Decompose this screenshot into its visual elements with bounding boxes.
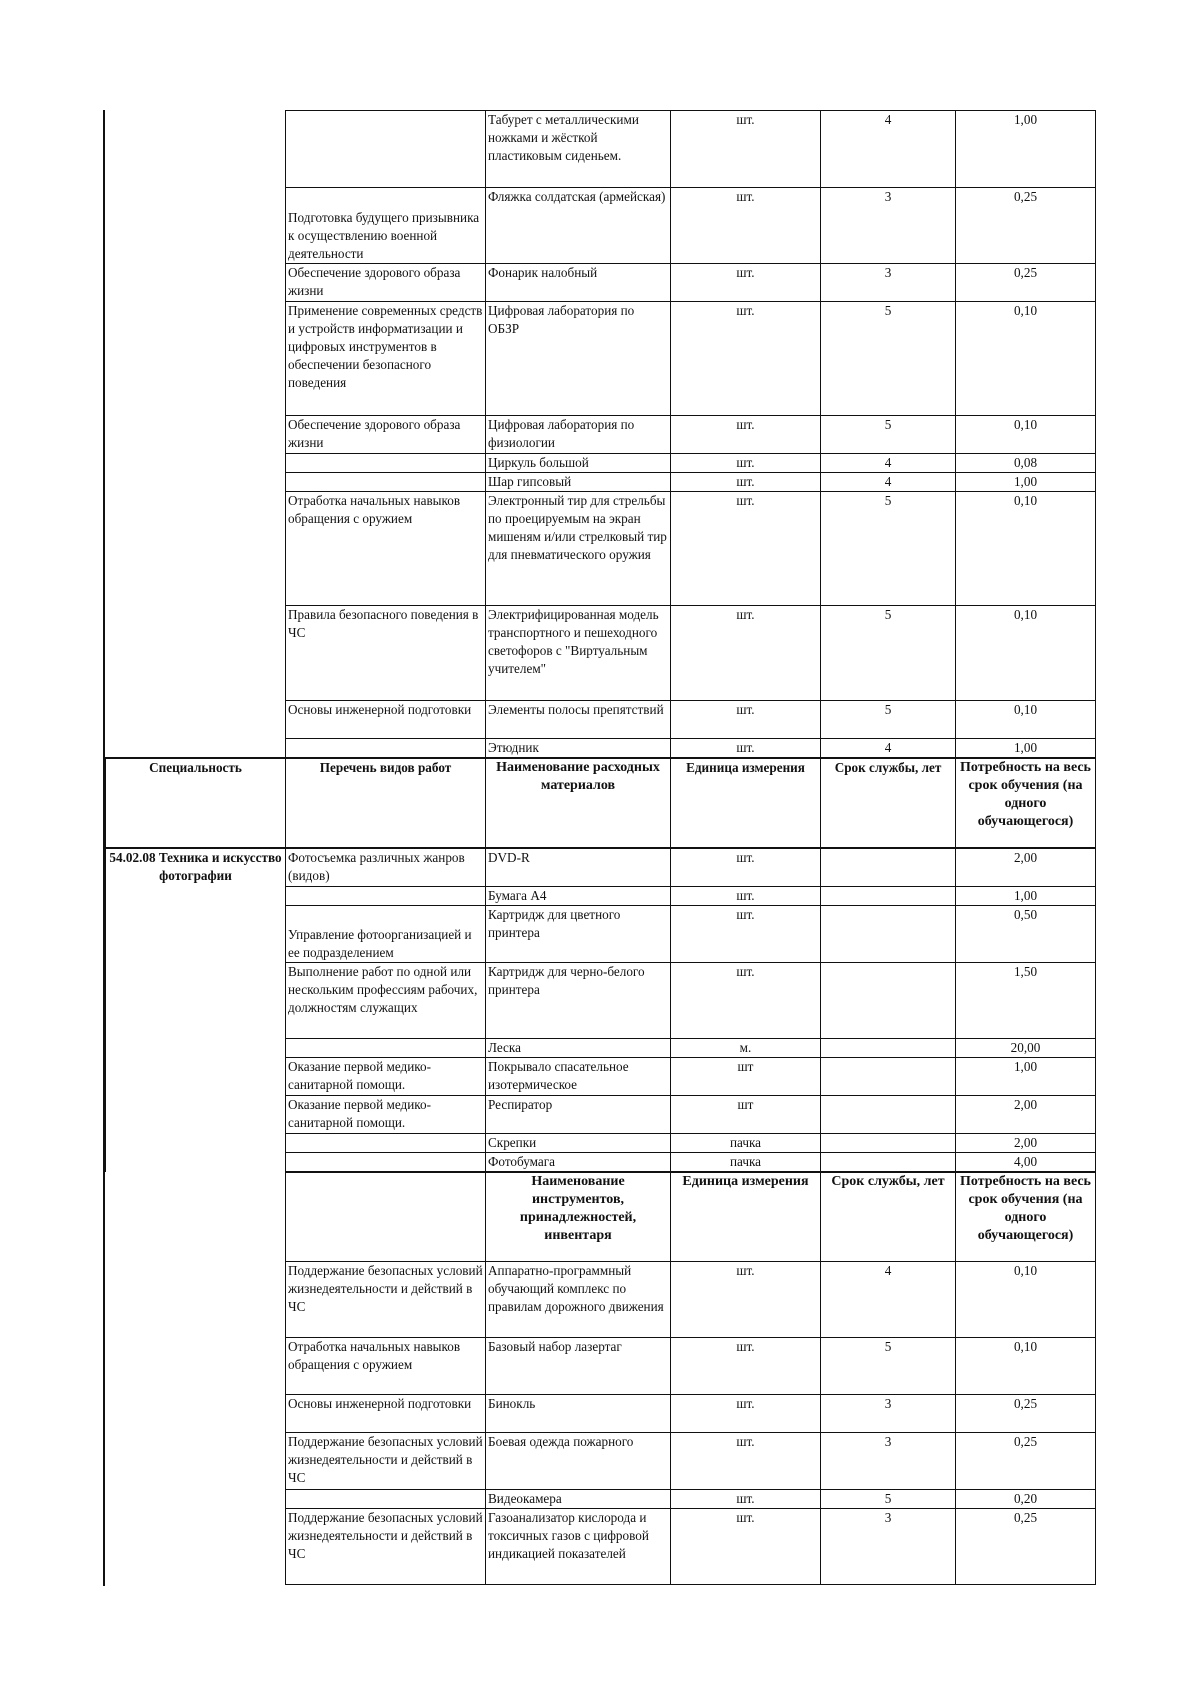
- need-cell: 0,10: [956, 1262, 1096, 1338]
- item-cell: Цифровая лаборатория по физиологии: [486, 416, 671, 454]
- need-cell: 0,20: [956, 1490, 1096, 1509]
- work-cell: [286, 454, 486, 473]
- need-cell: 1,00: [956, 473, 1096, 492]
- item-cell: Табурет с металлическими ножками и жёсткой пластиковым сиденьем.: [486, 111, 671, 188]
- specialty-cell: [106, 111, 286, 188]
- item-cell: Фотобумага: [486, 1152, 671, 1172]
- need-cell: 0,10: [956, 606, 1096, 701]
- unit-cell: шт.: [671, 1433, 821, 1490]
- work-cell: Поддержание безопасных условий жизнедеятельности и действий в ЧС: [286, 1262, 486, 1338]
- item-cell: Скрепки: [486, 1133, 671, 1152]
- life-cell: 4: [821, 454, 956, 473]
- item-cell: Фляжка солдатская (армейская): [486, 188, 671, 264]
- table-row: [106, 1262, 1096, 1338]
- need-cell: 0,08: [956, 454, 1096, 473]
- table-row: [106, 111, 1096, 188]
- work-cell: Применение современных средств и устройств информатизации и цифровых инструментов в обеспечении безопасного поведения: [286, 302, 486, 416]
- need-cell: 2,00: [956, 848, 1096, 886]
- life-cell: 4: [821, 473, 956, 492]
- work-cell: Выполнение работ по одной или нескольким профессиям рабочих, должностям служащих: [286, 962, 486, 1038]
- unit-cell: шт.: [671, 264, 821, 302]
- work-cell: Основы инженерной подготовки: [286, 701, 486, 739]
- unit-cell: шт.: [671, 188, 821, 264]
- work-cell: [286, 111, 486, 188]
- life-cell: [821, 1057, 956, 1095]
- unit-cell: шт: [671, 1057, 821, 1095]
- work-cell: Поддержание безопасных условий жизнедеятельности и действий в ЧС: [286, 1509, 486, 1585]
- table-row: [106, 1490, 1096, 1509]
- need-cell: 0,10: [956, 1338, 1096, 1395]
- life-cell: [821, 1133, 956, 1152]
- header-tools-life: Срок службы, лет: [821, 1172, 956, 1262]
- unit-cell: шт: [671, 1095, 821, 1133]
- need-cell: 2,00: [956, 1095, 1096, 1133]
- unit-cell: пачка: [671, 1152, 821, 1172]
- item-cell: Базовый набор лазертаг: [486, 1338, 671, 1395]
- work-cell: Обеспечение здорового образа жизни: [286, 264, 486, 302]
- unit-cell: шт.: [671, 606, 821, 701]
- work-cell: [286, 739, 486, 759]
- unit-cell: шт.: [671, 1338, 821, 1395]
- unit-cell: шт.: [671, 701, 821, 739]
- work-cell: [286, 1152, 486, 1172]
- need-cell: 0,10: [956, 302, 1096, 416]
- header-tools-unit: Единица измерения: [671, 1172, 821, 1262]
- table-row: [106, 302, 1096, 416]
- unit-cell: шт.: [671, 454, 821, 473]
- life-cell: [821, 1152, 956, 1172]
- table-row: [106, 416, 1096, 454]
- item-cell: Боевая одежда пожарного: [486, 1433, 671, 1490]
- unit-cell: пачка: [671, 1133, 821, 1152]
- item-cell: Элементы полосы препятствий: [486, 701, 671, 739]
- item-cell: Бинокль: [486, 1395, 671, 1433]
- work-cell: Обеспечение здорового образа жизни: [286, 416, 486, 454]
- unit-cell: шт.: [671, 886, 821, 905]
- table-row: [106, 188, 1096, 264]
- work-cell: [286, 473, 486, 492]
- table-row: [106, 606, 1096, 701]
- header-work: Перечень видов работ: [286, 758, 486, 848]
- life-cell: 5: [821, 302, 956, 416]
- life-cell: [821, 886, 956, 905]
- work-cell: [286, 1172, 486, 1262]
- unit-cell: шт.: [671, 1262, 821, 1338]
- life-cell: 5: [821, 701, 956, 739]
- need-cell: 1,00: [956, 739, 1096, 759]
- table-row: [106, 701, 1096, 739]
- life-cell: [821, 962, 956, 1038]
- item-cell: Картридж для черно-белого принтера: [486, 962, 671, 1038]
- table-header-row: [106, 758, 1096, 848]
- table-row: [106, 1338, 1096, 1395]
- life-cell: [821, 1038, 956, 1057]
- life-cell: 3: [821, 264, 956, 302]
- work-cell: [286, 886, 486, 905]
- work-cell: Поддержание безопасных условий жизнедеятельности и действий в ЧС: [286, 1433, 486, 1490]
- item-cell: Видеокамера: [486, 1490, 671, 1509]
- need-cell: 1,00: [956, 111, 1096, 188]
- unit-cell: м.: [671, 1038, 821, 1057]
- header-unit: Единица измерения: [671, 758, 821, 848]
- table-row: [106, 492, 1096, 606]
- unit-cell: шт.: [671, 905, 821, 962]
- life-cell: 5: [821, 1490, 956, 1509]
- life-cell: 4: [821, 111, 956, 188]
- header-item: Наименование расходных материалов: [486, 758, 671, 848]
- life-cell: 3: [821, 1433, 956, 1490]
- table-row: [106, 1433, 1096, 1490]
- specialty-name: 54.02.08 Техника и искусство фотографии: [106, 848, 286, 1172]
- header-specialty: Специальность: [106, 758, 286, 848]
- life-cell: [821, 848, 956, 886]
- unit-cell: шт.: [671, 1509, 821, 1585]
- item-cell: Аппаратно-программный обучающий комплекс по правилам дорожного движения: [486, 1262, 671, 1338]
- table-row: [106, 739, 1096, 759]
- work-cell: [286, 1133, 486, 1152]
- item-cell: Фонарик налобный: [486, 264, 671, 302]
- table-row: [106, 264, 1096, 302]
- need-cell: 4,00: [956, 1152, 1096, 1172]
- need-cell: 1,00: [956, 886, 1096, 905]
- life-cell: 5: [821, 492, 956, 606]
- header-life: Срок службы, лет: [821, 758, 956, 848]
- equipment-table: [105, 110, 1096, 1585]
- unit-cell: шт.: [671, 492, 821, 606]
- unit-cell: шт.: [671, 848, 821, 886]
- work-cell: Основы инженерной подготовки: [286, 1395, 486, 1433]
- item-cell: Респиратор: [486, 1095, 671, 1133]
- life-cell: 3: [821, 1509, 956, 1585]
- need-cell: 0,25: [956, 1395, 1096, 1433]
- unit-cell: шт.: [671, 302, 821, 416]
- need-cell: 2,00: [956, 1133, 1096, 1152]
- unit-cell: шт.: [671, 111, 821, 188]
- work-cell: Отработка начальных навыков обращения с оружием: [286, 1338, 486, 1395]
- item-cell: Электрифицированная модель транспортного и пешеходного светофоров с "Виртуальным учителем": [486, 606, 671, 701]
- life-cell: [821, 905, 956, 962]
- life-cell: 3: [821, 1395, 956, 1433]
- work-cell: Подготовка будущего призывника к осуществлению военной деятельности: [286, 188, 486, 264]
- life-cell: [821, 1095, 956, 1133]
- life-cell: 5: [821, 416, 956, 454]
- header-tools-item: Наименование инструментов, принадлежностей, инвентаря: [486, 1172, 671, 1262]
- unit-cell: шт.: [671, 1490, 821, 1509]
- unit-cell: шт.: [671, 473, 821, 492]
- need-cell: 0,25: [956, 188, 1096, 264]
- header-tools-need: Потребность на весь срок обучения (на одного обучающегося): [956, 1172, 1096, 1262]
- work-cell: Отработка начальных навыков обращения с оружием: [286, 492, 486, 606]
- need-cell: 20,00: [956, 1038, 1096, 1057]
- table-row: [106, 473, 1096, 492]
- item-cell: Покрывало спасательное изотермическое: [486, 1057, 671, 1095]
- item-cell: Шар гипсовый: [486, 473, 671, 492]
- life-cell: 5: [821, 1338, 956, 1395]
- need-cell: 0,50: [956, 905, 1096, 962]
- life-cell: 4: [821, 1262, 956, 1338]
- need-cell: 1,00: [956, 1057, 1096, 1095]
- unit-cell: шт.: [671, 416, 821, 454]
- item-cell: Картридж для цветного принтера: [486, 905, 671, 962]
- unit-cell: шт.: [671, 739, 821, 759]
- unit-cell: шт.: [671, 1395, 821, 1433]
- need-cell: 0,10: [956, 701, 1096, 739]
- table-row: [106, 454, 1096, 473]
- table-subheader-row: [106, 1172, 1096, 1262]
- life-cell: 4: [821, 739, 956, 759]
- need-cell: 0,10: [956, 492, 1096, 606]
- work-cell: [286, 1038, 486, 1057]
- item-cell: DVD-R: [486, 848, 671, 886]
- work-cell: Оказание первой медико-санитарной помощи.: [286, 1057, 486, 1095]
- need-cell: 0,10: [956, 416, 1096, 454]
- table-row: [106, 1395, 1096, 1433]
- work-cell: [286, 1490, 486, 1509]
- need-cell: 0,25: [956, 1433, 1096, 1490]
- header-need: Потребность на весь срок обучения (на одного обучающегося): [956, 758, 1096, 848]
- item-cell: Газоанализатор кислорода и токсичных газов с цифровой индикацией показателей: [486, 1509, 671, 1585]
- item-cell: Цифровая лаборатория по ОБЗР: [486, 302, 671, 416]
- work-cell: Фотосъемка различных жанров (видов): [286, 848, 486, 886]
- item-cell: Электронный тир для стрельбы по проецируемым на экран мишеням и/или стрелковый тир для пневматического оружия: [486, 492, 671, 606]
- life-cell: 3: [821, 188, 956, 264]
- unit-cell: шт.: [671, 962, 821, 1038]
- need-cell: 0,25: [956, 1509, 1096, 1585]
- table-row: [106, 1509, 1096, 1585]
- item-cell: Циркуль большой: [486, 454, 671, 473]
- item-cell: Леска: [486, 1038, 671, 1057]
- life-cell: 5: [821, 606, 956, 701]
- item-cell: Этюдник: [486, 739, 671, 759]
- need-cell: 1,50: [956, 962, 1096, 1038]
- need-cell: 0,25: [956, 264, 1096, 302]
- table-row: [106, 848, 1096, 886]
- work-cell: Управление фотоорганизацией и ее подразделением: [286, 905, 486, 962]
- work-cell: Правила безопасного поведения в ЧС: [286, 606, 486, 701]
- item-cell: Бумага А4: [486, 886, 671, 905]
- work-cell: Оказание первой медико-санитарной помощи.: [286, 1095, 486, 1133]
